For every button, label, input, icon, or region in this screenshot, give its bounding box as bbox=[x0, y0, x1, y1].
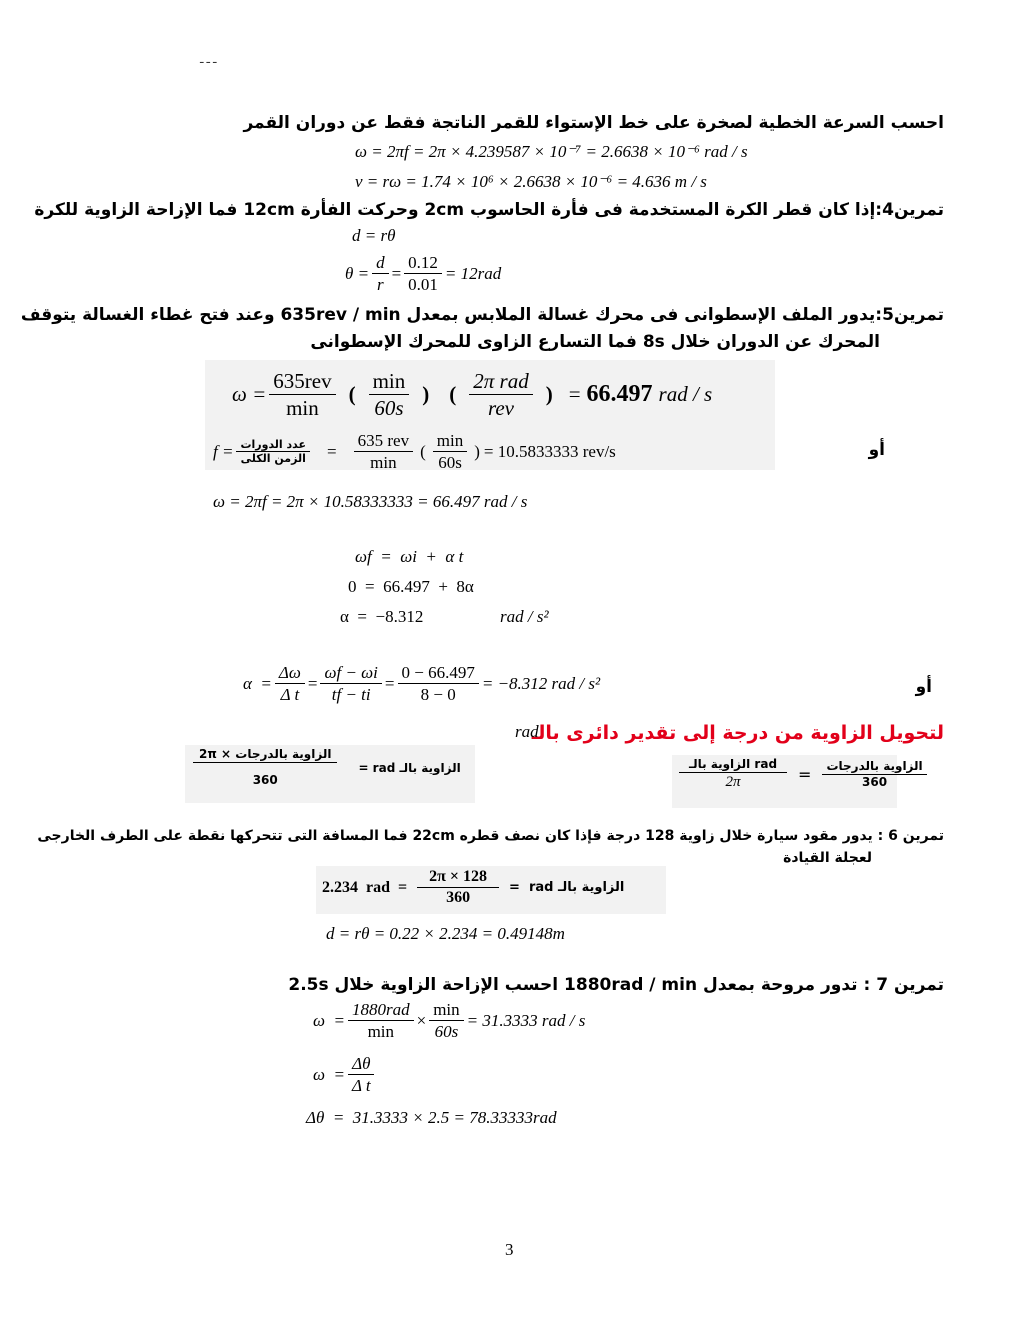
conv-right-eq: $\frac{\text{الزاوية بالـ rad}}{2\pi}$ = $\frac{\text{الزاوية بالدرجات}}{360}$ bbox=[676, 757, 930, 792]
ex6-den: 360 bbox=[446, 889, 471, 906]
ex4-question: تمرين4:إذا كان قطر الكرة المستخدمة فى فأرة الحاسوب 2cm وحركت الفأرة 12cm فما الإزاحة الزاوية للكرة bbox=[34, 200, 944, 220]
ex7-frac1 bbox=[348, 999, 414, 1043]
ex7-frac2 bbox=[429, 999, 463, 1043]
ex6-frac bbox=[417, 867, 499, 908]
ex5-a-n2: ωf − ωi bbox=[320, 662, 381, 684]
ex5-alpha-frac1 bbox=[275, 662, 305, 706]
ex5-f-n2: 635 rev bbox=[354, 430, 413, 452]
ex5-f-frac3 bbox=[433, 430, 467, 474]
conv-right-d2: 360 bbox=[862, 774, 888, 789]
ex7-omega-label: ω = bbox=[313, 1010, 345, 1030]
ex5-d2: 60s bbox=[374, 396, 404, 421]
ex5-kin2: 0 = 66.497 + 8α bbox=[348, 577, 474, 596]
ex4-theta-eq: θ = $\frac{d}{r}$ = $\frac{0.12}{0.01}$ = 12rad bbox=[345, 253, 502, 295]
header-marks: ـ ـ ـ bbox=[200, 52, 217, 66]
ex5-result-unit: rad / s bbox=[658, 382, 713, 407]
ex7-question: تمرين 7 : تدور مروحة بمعدل 1880rad / min احسب الإزاحة الزاوية خلال 2.5s bbox=[288, 975, 944, 995]
ex5-a-n3: 0 − 66.497 bbox=[398, 662, 479, 684]
ex7-n1: 1880rad bbox=[348, 999, 414, 1021]
ex5-f-d3: 60s bbox=[438, 453, 462, 473]
ex7-n3: Δθ bbox=[348, 1053, 374, 1075]
conv-left-den: 360 bbox=[252, 773, 278, 787]
ex5-f-den: الزمن الكلى bbox=[240, 452, 306, 466]
conv-right-frac2 bbox=[822, 759, 926, 790]
conv-left-eq bbox=[190, 747, 461, 788]
ex5-eq-omega-f: ω = 2πf = 2π × 10.58333333 = 66.497 rad / s bbox=[213, 492, 528, 511]
ex7-frac3 bbox=[348, 1053, 375, 1097]
ex7-final-eq: Δθ = 31.3333 × 2.5 = 78.33333rad bbox=[306, 1108, 557, 1127]
ex7-omega2-label: ω = bbox=[313, 1064, 345, 1084]
ex5-frac2 bbox=[369, 368, 410, 422]
moon-eq-omega: ω = 2πf = 2π × 4.239587 × 10⁻⁷ = 2.6638 × 10⁻⁶ rad / s bbox=[355, 142, 748, 161]
conv-right-n1: الزاوية بالـ rad bbox=[679, 757, 787, 773]
ex5-result-value: 66.497 bbox=[586, 381, 653, 408]
ex4-num: 0.12 bbox=[404, 252, 442, 274]
ex5-kin3-unit: rad / s² bbox=[500, 607, 549, 626]
page-number: 3 bbox=[505, 1240, 514, 1259]
ex6-question-line1: تمرين 6 : يدور مقود سيارة خلال زاوية 128 درجة فإذا كان نصف قطره 22cm فما المسافة التى تتحركها نقطة على الطرف الخارجى bbox=[37, 828, 944, 844]
ex6-rhs: = rad الزاوية بالـ bbox=[509, 880, 625, 895]
ex5-d3: rev bbox=[487, 396, 514, 421]
conversion-rad: rad bbox=[515, 722, 539, 741]
ex5-alpha-frac2 bbox=[320, 662, 381, 706]
ex5-alpha-lhs: α = bbox=[243, 673, 272, 693]
ex5-a-d2: tf − ti bbox=[331, 685, 371, 705]
ex4-eq-d: d = rθ bbox=[352, 226, 396, 245]
ex5-n2: min bbox=[369, 368, 410, 395]
ex5-n1: 635rev bbox=[269, 368, 335, 395]
ex6-conv-eq bbox=[322, 867, 624, 908]
conv-right-d1: 2π bbox=[725, 774, 741, 790]
ex5-f-n3: min bbox=[433, 430, 467, 452]
ex5-or: أو bbox=[868, 440, 885, 460]
ex5-alpha-result: = −8.312 rad / s² bbox=[481, 673, 601, 693]
ex6-question-line2: لعجلة القيادة bbox=[783, 850, 872, 866]
ex5-question-line1: تمرين5:يدور الملف الإسطوانى فى محرك غسالة الملابس بمعدل 635rev / min وعند فتح غطاء الغسالة يتوقف bbox=[20, 305, 944, 325]
ex5-frac3 bbox=[469, 368, 532, 422]
ex7-d3: Δ t bbox=[351, 1076, 371, 1096]
ex5-f-eq: f = $\frac{\text{عدد الدورات}}{\text{الزمن الكلى}}$ = $\frac{\text{635 rev}}{\min}$ ( $\frac{\min}{60s}$ ) = 10.5833333 rev/s bbox=[213, 431, 616, 473]
ex5-omega-eq: ω = $\frac{\text{635rev}}{\min}$ ( $\frac{\min}{60s}$ ) ( $\frac{\text{2π rad}}{\text{rev}}$ ) = 66.497 rad / s bbox=[232, 369, 713, 421]
ex5-kin1: ωf = ωi + α t bbox=[355, 547, 464, 566]
conv-left-result: = rad الزاوية بالـ bbox=[358, 760, 461, 775]
ex5-alpha-frac3 bbox=[398, 662, 479, 706]
moon-question: احسب السرعة الخطية لصخرة على خط الإستواء للقمر الناتجة فقط عن دوران القمر bbox=[243, 113, 944, 133]
ex5-or2: أو bbox=[915, 677, 932, 697]
ex5-a-d1: Δ t bbox=[280, 685, 300, 705]
ex4-frac-values bbox=[404, 252, 442, 296]
conv-right-frac1 bbox=[679, 757, 787, 792]
ex7-d1: min bbox=[367, 1022, 395, 1042]
ex5-frac1 bbox=[269, 368, 335, 422]
conv-left-frac bbox=[193, 747, 337, 788]
ex7-times: × bbox=[416, 1010, 427, 1030]
ex5-f-label: f = bbox=[213, 441, 234, 461]
ex5-question-line2: المحرك عن الدوران خلال 8s فما التسارع الزاوى للمحرك الإسطوانى bbox=[310, 332, 880, 352]
ex4-r: r bbox=[377, 275, 384, 295]
ex7-n2: min bbox=[429, 999, 463, 1021]
ex5-f-num: عدد الدورات bbox=[236, 438, 310, 453]
ex5-f-frac-ar bbox=[236, 438, 310, 467]
ex7-omega-eq bbox=[313, 999, 585, 1043]
ex7-d2: 60s bbox=[434, 1022, 459, 1042]
ex5-f-result: = 10.5833333 rev/s bbox=[483, 441, 616, 461]
ex5-f-frac2 bbox=[354, 430, 413, 474]
ex6-lhs: 2.234 rad = bbox=[322, 878, 408, 896]
ex4-frac-dr bbox=[372, 252, 389, 296]
conv-left-num: 2π × الزاوية بالدرجات bbox=[193, 747, 337, 763]
ex5-d1: min bbox=[286, 396, 319, 421]
ex5-a-n1: Δω bbox=[275, 662, 305, 684]
ex5-alpha-eq: α = $\frac{\Delta\omega}{\text{Δ t}}$ = $\frac{\omega f - \omega i}{tf - ti}$ = $\frac{0 - 66.497}{8 - 0}$ = −8.312 rad / s² bbox=[243, 663, 601, 705]
ex5-kin3: α = −8.312 bbox=[340, 607, 424, 626]
conv-right-n2: الزاوية بالدرجات bbox=[822, 759, 926, 775]
ex7-result: = 31.3333 rad / s bbox=[466, 1010, 586, 1030]
ex4-theta-label: θ = bbox=[345, 263, 370, 283]
ex5-omega-label: ω = bbox=[232, 382, 267, 407]
ex7-omega-def bbox=[313, 1053, 378, 1097]
ex5-a-d3: 8 − 0 bbox=[420, 685, 456, 705]
ex4-d: d bbox=[372, 252, 389, 274]
moon-eq-velocity: v = rω = 1.74 × 10⁶ × 2.6638 × 10⁻⁶ = 4.636 m / s bbox=[355, 172, 707, 191]
ex5-n3: 2π rad bbox=[469, 368, 532, 395]
ex4-result: = 12rad bbox=[444, 263, 502, 283]
conversion-heading: لتحويل الزاوية من درجة إلى تقدير دائرى بالـ bbox=[531, 722, 944, 744]
ex6-distance-eq: d = rθ = 0.22 × 2.234 = 0.49148m bbox=[326, 924, 565, 943]
ex4-den: 0.01 bbox=[408, 275, 438, 295]
ex6-num: 2π × 128 bbox=[417, 867, 499, 888]
ex5-f-d2: min bbox=[370, 453, 397, 473]
